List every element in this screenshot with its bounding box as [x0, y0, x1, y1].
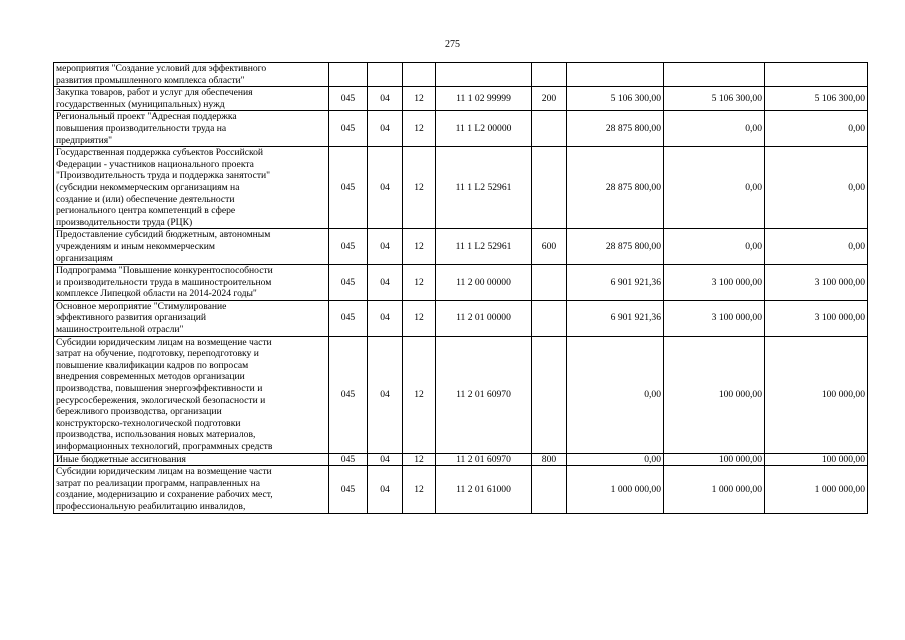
- description-line: создание, модернизацию и сохранение рабочих мест,: [56, 489, 273, 501]
- cell-amount-year-1: 28 875 800,00: [567, 147, 664, 229]
- description-line: создание и (или) обеспечение деятельности: [56, 193, 235, 205]
- cell-admin-code: 045: [329, 466, 368, 513]
- cell-subsection-code: 12: [403, 87, 436, 111]
- cell-target-article: 11 2 01 61000: [436, 466, 532, 513]
- cell-amount-year-3: 3 100 000,00: [765, 265, 868, 301]
- cell-expense-type: [532, 265, 567, 301]
- cell-expense-type: [532, 147, 567, 229]
- description-line: "Производительность труда и поддержка занятости": [56, 170, 271, 182]
- description-line: Федерации - участников национального проекта: [56, 158, 254, 170]
- cell-subsection-code: 12: [403, 466, 436, 513]
- description-line: регионального центра компетенций в сфере: [56, 205, 236, 217]
- cell-target-article: 11 1 L2 52961: [436, 147, 532, 229]
- cell-amount-year-1: 6 901 921,36: [567, 300, 664, 336]
- cell-amount-year-3: 1 000 000,00: [765, 466, 868, 513]
- cell-amount-year-2: 0,00: [664, 229, 765, 265]
- cell-subsection-code: 12: [403, 300, 436, 336]
- table-row: [54, 87, 868, 111]
- cell-section-code: 04: [368, 466, 403, 513]
- cell-amount-year-2: 0,00: [664, 111, 765, 147]
- description-line: затрат по реализации программ, направленных на: [56, 477, 260, 489]
- cell-admin-code: 045: [329, 229, 368, 265]
- cell-subsection-code: 12: [403, 336, 436, 453]
- cell-target-article: 11 2 01 60970: [436, 336, 532, 453]
- cell-expense-type: 200: [532, 87, 567, 111]
- cell-amount-year-2: 1 000 000,00: [664, 466, 765, 513]
- table-row: [54, 147, 868, 229]
- description-line: Субсидии юридическим лицам на возмещение части: [56, 466, 272, 478]
- cell-subsection-code: 12: [403, 265, 436, 301]
- table-row: [54, 63, 868, 87]
- description-line: эффективного развития организаций: [56, 312, 207, 324]
- description-line: производства, повышения энергоэффективности и: [56, 383, 263, 395]
- cell-admin-code: [329, 63, 368, 87]
- cell-expense-type: 800: [532, 453, 567, 466]
- description-line: развития промышленного комплекса области": [56, 74, 245, 86]
- cell-admin-code: 045: [329, 265, 368, 301]
- cell-amount-year-2: 0,00: [664, 147, 765, 229]
- cell-subsection-code: 12: [403, 229, 436, 265]
- cell-expense-type: [532, 300, 567, 336]
- description-line: внедрения современных методов организации: [56, 371, 245, 383]
- description-line: учреждениям и иным некоммерческим: [56, 240, 215, 252]
- cell-amount-year-1: 1 000 000,00: [567, 466, 664, 513]
- cell-description: [54, 466, 329, 513]
- cell-amount-year-1: [567, 63, 664, 87]
- cell-amount-year-1: 6 901 921,36: [567, 265, 664, 301]
- cell-amount-year-3: 0,00: [765, 229, 868, 265]
- description-line: комплексе Липецкой области на 2014-2024 годы": [56, 288, 257, 300]
- cell-amount-year-3: 5 106 300,00: [765, 87, 868, 111]
- cell-description: [54, 265, 329, 301]
- table-row: [54, 300, 868, 336]
- cell-section-code: [368, 63, 403, 87]
- description-line: Предоставление субсидий бюджетным, автономным: [56, 229, 271, 241]
- description-line: профессиональную реабилитацию инвалидов,: [56, 500, 246, 512]
- cell-description: [54, 111, 329, 147]
- cell-target-article: [436, 63, 532, 87]
- cell-admin-code: 045: [329, 147, 368, 229]
- cell-section-code: 04: [368, 265, 403, 301]
- cell-description: [54, 147, 329, 229]
- table-row: [54, 229, 868, 265]
- cell-target-article: 11 1 L2 52961: [436, 229, 532, 265]
- cell-amount-year-2: 3 100 000,00: [664, 265, 765, 301]
- cell-expense-type: [532, 336, 567, 453]
- description-line: мероприятия "Создание условий для эффективного: [56, 63, 267, 74]
- description-line: повышение квалификации кадров по вопросам: [56, 359, 249, 371]
- cell-section-code: 04: [368, 336, 403, 453]
- cell-amount-year-1: 0,00: [567, 336, 664, 453]
- description-line: предприятия": [56, 134, 113, 146]
- cell-expense-type: [532, 466, 567, 513]
- cell-description: [54, 63, 329, 87]
- cell-target-article: 11 1 L2 00000: [436, 111, 532, 147]
- table-row: [54, 453, 868, 466]
- cell-section-code: 04: [368, 87, 403, 111]
- description-line: Региональный проект "Адресная поддержка: [56, 111, 237, 123]
- cell-amount-year-3: 3 100 000,00: [765, 300, 868, 336]
- cell-admin-code: 045: [329, 453, 368, 466]
- table-row: [54, 466, 868, 513]
- cell-section-code: 04: [368, 300, 403, 336]
- description-line: организациям: [56, 252, 113, 264]
- cell-amount-year-2: [664, 63, 765, 87]
- cell-amount-year-1: 28 875 800,00: [567, 229, 664, 265]
- description-line: ресурсосбережения, экологической безопасности и: [56, 394, 266, 406]
- cell-amount-year-1: 0,00: [567, 453, 664, 466]
- cell-section-code: 04: [368, 453, 403, 466]
- description-line: машиностроительной отрасли": [56, 324, 184, 336]
- page-number: 275: [445, 39, 460, 50]
- cell-description: [54, 229, 329, 265]
- cell-admin-code: 045: [329, 87, 368, 111]
- cell-amount-year-2: 100 000,00: [664, 336, 765, 453]
- description-line: Подпрограмма "Повышение конкурентоспособности: [56, 265, 273, 277]
- cell-admin-code: 045: [329, 111, 368, 147]
- cell-target-article: 11 2 01 00000: [436, 300, 532, 336]
- budget-table-body: [54, 63, 868, 514]
- description-line: конструкторско-технологической подготовки: [56, 417, 241, 429]
- cell-expense-type: [532, 111, 567, 147]
- cell-expense-type: [532, 63, 567, 87]
- cell-amount-year-1: 5 106 300,00: [567, 87, 664, 111]
- description-line: повышения производительности труда на: [56, 122, 227, 134]
- cell-section-code: 04: [368, 111, 403, 147]
- cell-admin-code: 045: [329, 336, 368, 453]
- description-line: производства, использования новых материалов,: [56, 429, 256, 441]
- cell-target-article: 11 2 00 00000: [436, 265, 532, 301]
- table-row: [54, 111, 868, 147]
- cell-amount-year-3: 100 000,00: [765, 336, 868, 453]
- description-line: бережливого производства, организации: [56, 406, 222, 418]
- budget-table: [53, 62, 868, 514]
- description-line: и производительности труда в машиностроительном: [56, 276, 272, 288]
- description-line: информационных технологий, программных средств: [56, 441, 273, 452]
- description-line: (субсидии некоммерческим организациям на: [56, 181, 240, 193]
- cell-description: [54, 300, 329, 336]
- description-line: Иные бюджетные ассигнования: [56, 453, 186, 465]
- cell-description: [54, 336, 329, 453]
- cell-section-code: 04: [368, 229, 403, 265]
- cell-admin-code: 045: [329, 300, 368, 336]
- cell-description: [54, 453, 329, 466]
- cell-amount-year-1: 28 875 800,00: [567, 111, 664, 147]
- description-line: затрат на обучение, подготовку, переподготовку и: [56, 348, 259, 360]
- cell-amount-year-3: 0,00: [765, 111, 868, 147]
- cell-amount-year-2: 100 000,00: [664, 453, 765, 466]
- cell-section-code: 04: [368, 147, 403, 229]
- description-line: Основное мероприятие "Стимулирование: [56, 300, 227, 312]
- cell-subsection-code: 12: [403, 453, 436, 466]
- cell-amount-year-3: [765, 63, 868, 87]
- cell-target-article: 11 2 01 60970: [436, 453, 532, 466]
- description-line: государственных (муниципальных) нужд: [56, 98, 225, 110]
- cell-expense-type: 600: [532, 229, 567, 265]
- description-line: производительности труда (РЦК): [56, 216, 193, 228]
- description-line: Субсидии юридическим лицам на возмещение части: [56, 336, 272, 348]
- cell-subsection-code: 12: [403, 111, 436, 147]
- cell-amount-year-3: 0,00: [765, 147, 868, 229]
- cell-description: [54, 87, 329, 111]
- cell-subsection-code: 12: [403, 147, 436, 229]
- table-row: [54, 336, 868, 453]
- cell-amount-year-2: 5 106 300,00: [664, 87, 765, 111]
- table-row: [54, 265, 868, 301]
- description-line: Государственная поддержка субъектов Российской: [56, 147, 264, 159]
- cell-subsection-code: [403, 63, 436, 87]
- cell-amount-year-2: 3 100 000,00: [664, 300, 765, 336]
- cell-amount-year-3: 100 000,00: [765, 453, 868, 466]
- cell-target-article: 11 1 02 99999: [436, 87, 532, 111]
- description-line: Закупка товаров, работ и услуг для обеспечения: [56, 87, 253, 99]
